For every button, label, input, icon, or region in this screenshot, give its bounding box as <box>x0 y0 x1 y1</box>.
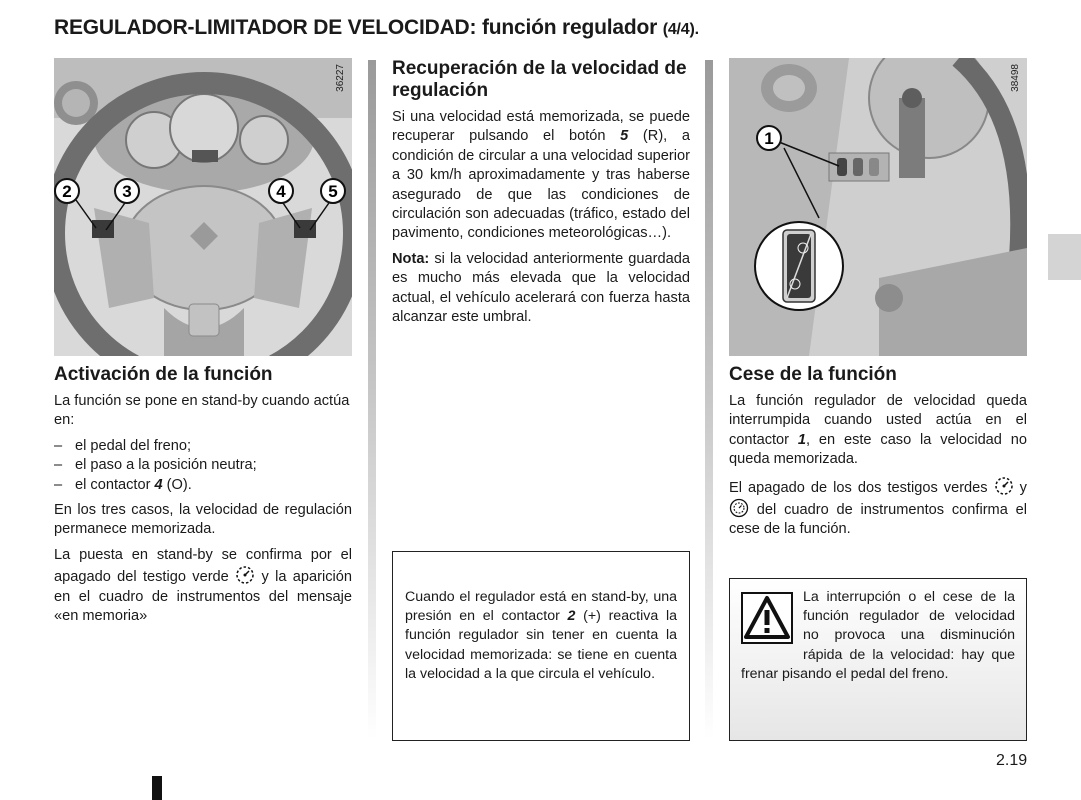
callout-5 <box>321 179 345 203</box>
column-recovery <box>392 58 690 333</box>
callout-2 <box>55 179 79 203</box>
warning-text: La interrupción o el cese de la función regulador de velocidad no provoca una disminución rápida de la velocidad: hay que frenar pisando el pedal del freno. <box>741 589 1015 682</box>
callout-1-label: 1 <box>764 129 774 148</box>
warning-box <box>729 578 1027 741</box>
callout-4-label: 4 <box>276 182 286 201</box>
button-ref: 5 <box>620 128 629 145</box>
recovery-note: Nota: si la velocidad anteriormente guardada es mucho más elevada que la velocidad actual, el vehículo acelerará con fuerza hasta alcanzar este umbral. <box>392 250 690 326</box>
list-item: – el contactor 4 (O). <box>54 476 352 495</box>
warning-triangle-icon <box>741 592 793 644</box>
activation-heading: Activación de la función <box>54 364 273 385</box>
figure-id: 36227 <box>335 64 346 92</box>
steering-wheel-illustration <box>54 58 352 356</box>
list-item: – el pedal del freno; <box>54 437 352 456</box>
activation-para-3: La puesta en stand-by se confirma por el apagado del testigo verde y la aparición en el cuadro de instrumentos del mensaje «en memoria» <box>54 546 352 625</box>
activation-intro: La función se pone en stand-by cuando actúa en: <box>54 393 350 429</box>
dashboard-switch-photo <box>729 58 1027 356</box>
page-title-main: REGULADOR-LIMITADOR DE VELOCIDAD: función regulador <box>54 16 658 39</box>
callout-4 <box>269 179 293 203</box>
callout-3 <box>115 179 139 203</box>
callout-5-label: 5 <box>328 182 338 201</box>
standby-info-box <box>392 551 690 741</box>
list-item: – el paso a la posición neutra; <box>54 456 352 475</box>
activation-para-2: En los tres casos, la velocidad de regulación permanece memorizada. <box>54 502 352 538</box>
steering-wheel-photo <box>54 58 352 356</box>
activation-list <box>54 437 352 495</box>
speedometer-dashed-icon <box>994 476 1014 496</box>
recovery-heading: Recuperación de la velocidad de regulación <box>392 58 687 101</box>
page-title-sub: (4/4). <box>662 21 699 38</box>
column-divider <box>368 60 376 740</box>
contactor-ref: 2 <box>567 608 576 625</box>
callout-3-label: 3 <box>122 182 132 201</box>
standby-info-text: Cuando el regulador está en stand-by, una presión en el contactor 2 (+) reactiva la función regulador sin tener en cuenta la velocidad memorizada: se tiene en cuenta la velocidad a la que circula el vehículo. <box>405 589 678 682</box>
note-label: Nota: <box>392 250 430 267</box>
callout-1 <box>757 126 781 150</box>
stop-heading: Cese de la función <box>729 364 897 385</box>
speedometer-dashed-icon <box>235 565 255 585</box>
print-mark <box>152 776 162 800</box>
stop-para-1: La función regulador de velocidad queda interrumpida cuando usted actúa en el contactor 1, en este caso la velocidad no queda memorizada. <box>729 393 1027 468</box>
callout-2-label: 2 <box>62 182 72 201</box>
section-tab <box>1048 234 1081 280</box>
page-title <box>54 16 1034 40</box>
stop-para-2: El apagado de los dos testigos verdes y del cuadro de instrumentos confirma el cese de la función. <box>729 476 1027 540</box>
dashboard-switch-illustration <box>729 58 1027 356</box>
speedometer-circle-icon <box>729 498 749 518</box>
recovery-para-1: Si una velocidad está memorizada, se puede recuperar pulsando el botón 5 (R), a condición de circular a una velocidad superior a 30 km/h aproximadamente y tras haberse asegurado de que las condiciones de circulación son adecuadas (tráfico, estado del pavimento, condiciones meteorológicas…). <box>392 109 690 242</box>
contactor-ref: 1 <box>797 431 806 448</box>
contactor-ref: 4 <box>154 476 163 493</box>
column-divider <box>705 60 713 740</box>
page-number: 2.19 <box>996 752 1028 769</box>
figure-id: 38498 <box>1010 64 1021 92</box>
column-activation <box>54 58 352 632</box>
column-stop <box>729 58 1027 546</box>
